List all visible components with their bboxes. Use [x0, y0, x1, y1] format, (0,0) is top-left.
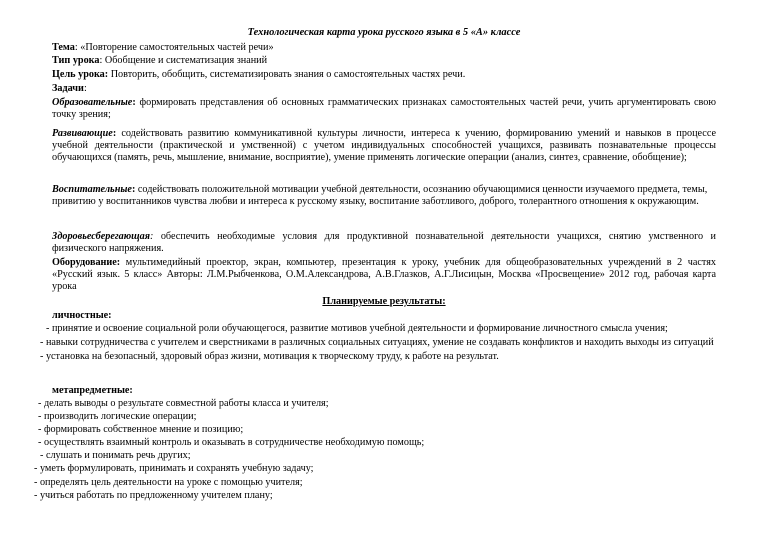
topic-line — [52, 42, 274, 54]
personal-results-list — [40, 323, 716, 363]
personal-heading: личностные: — [52, 310, 112, 321]
topic-value: : «Повторение самостоятельных частей речи» — [74, 42, 274, 53]
goal-label: Цель урока: — [52, 69, 109, 80]
equipment-text: мультимедийный проектор, экран, компьютер, презентация к уроку, учебник для общеобразовательных учреждений в 2 частях «Русский язык. 5 класс» Авторы: Л.М.Рыбченкова, О.М.Александрова, А.В.Глазков, А.Г.Лисицын, Москва «Просвещение» 2012 год, рабочая карта урока — [52, 257, 716, 293]
list-item: - слушать и понимать речь других; — [40, 450, 191, 462]
tasks-heading — [52, 83, 87, 95]
equipment-label: Оборудование: — [52, 257, 121, 268]
developing-paragraph — [52, 128, 716, 164]
upbringing-label: Воспитательные — [52, 184, 132, 195]
health-colon: : — [149, 231, 154, 242]
upbringing-paragraph — [52, 184, 716, 208]
equipment-paragraph — [52, 257, 716, 293]
upbringing-text: содействовать положительной мотивации учебной деятельности, осознанию обучающимися ценности изучаемого предмета, темы, привитию у воспитанников чувства любви и интереса к русскому языку, воспитание заботливого, доброго, толерантного отношения к окружающим. — [52, 184, 708, 208]
educational-paragraph — [52, 97, 716, 121]
tasks-colon: : — [83, 83, 87, 94]
lesson-type-label: Тип урока — [52, 55, 100, 66]
list-item: - принятие и освоение социальной роли обучающегося, развитие мотивов учебной деятельности и формирование личностного смысла учения; — [46, 323, 668, 334]
educational-text: формировать представления об основных грамматических признаках самостоятельных частей речи, учить аргументировать свою точку зрения; — [52, 97, 716, 121]
list-item: - определять цель деятельности на уроке с помощью учителя; — [34, 476, 303, 488]
health-text: обеспечить необходимые условия для продуктивной познавательной деятельности учащихся, снятию умственного и физического напряжения. — [52, 231, 716, 255]
list-item: - формировать собственное мнение и позицию; — [38, 424, 244, 436]
list-item: - осуществлять взаимный контроль и оказывать в сотрудничестве необходимую помощь; — [38, 437, 425, 449]
list-item: - производить логические операции; — [38, 411, 197, 423]
educational-label: Образовательные — [52, 97, 133, 108]
list-item: - делать выводы о результате совместной работы класса и учителя; — [38, 398, 329, 409]
list-item: - навыки сотрудничества с учителем и сверстниками в различных социальных ситуациях, умение не создавать конфликтов и находить выходы из ситуаций — [40, 337, 714, 349]
developing-label: Развивающие — [52, 128, 113, 139]
health-paragraph — [52, 231, 716, 255]
tasks-label: Задачи — [52, 83, 84, 94]
list-item: - учиться работать по предложенному учителем плану; — [34, 489, 273, 501]
educational-colon: : — [132, 97, 136, 108]
developing-text: содействовать развитию коммуникативной культуры личности, интереса к учению, формированию умений и навыков в процессе учебной деятельности (практической и умственной) с учетом индивидуальных способностей учащихся, развивать познавательные процессы обучающихся (память, речь, мышление, внимание, восприятие), умение применять логические операции (анализ, синтез, сравнение, обобщение); — [52, 128, 716, 164]
lesson-type-line — [52, 55, 267, 67]
upbringing-colon: : — [131, 184, 136, 195]
goal-value: Повторить, обобщить, систематизировать знания о самостоятельных частях речи. — [108, 69, 466, 80]
document-title: Технологическая карта урока русского языка в 5 «А» классе — [247, 27, 521, 38]
list-item: - уметь формулировать, принимать и сохранять учебную задачу; — [34, 463, 314, 475]
developing-colon: : — [112, 128, 117, 139]
list-item: - установка на безопасный, здоровый образ жизни, мотивация к творческому труду, к работе на результат. — [40, 351, 499, 363]
goal-line — [52, 69, 465, 81]
health-label: Здоровьесберегающая — [52, 231, 150, 242]
lesson-type-value: : Обобщение и систематизация знаний — [99, 55, 268, 66]
metasubject-results-list — [34, 398, 716, 502]
planned-results-heading: Планируемые результаты: — [322, 296, 446, 307]
topic-label: Тема — [52, 42, 75, 53]
metasubject-heading: метапредметные: — [52, 385, 133, 396]
